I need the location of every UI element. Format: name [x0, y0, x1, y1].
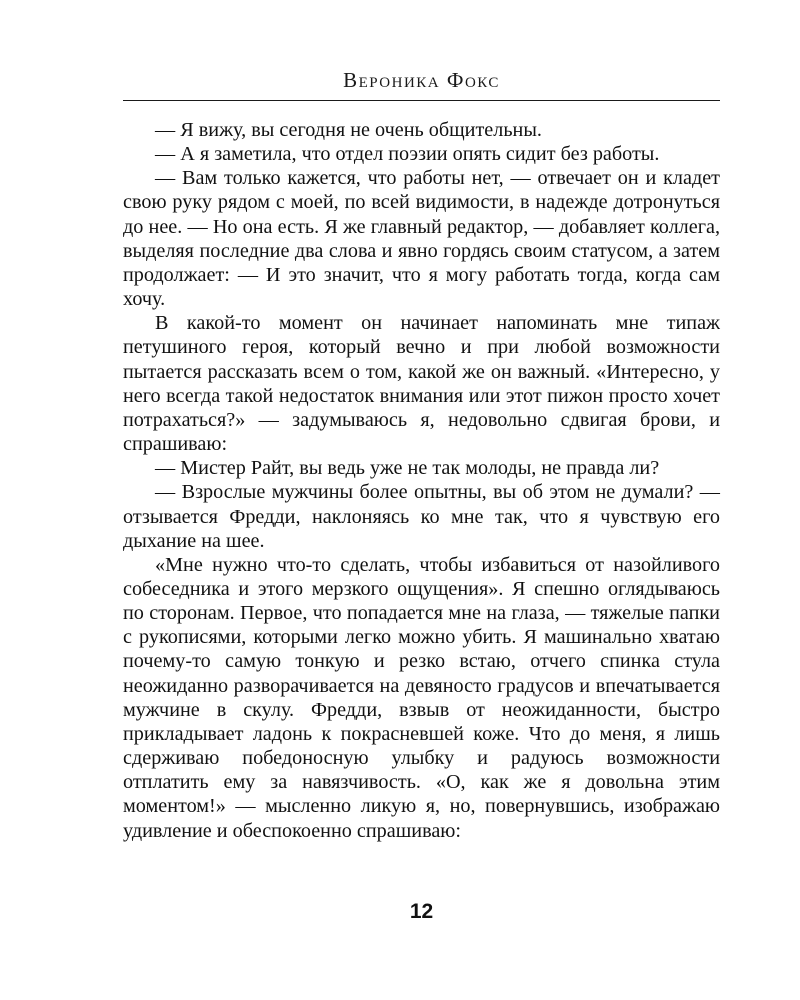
paragraph: — Взрослые мужчины более опытны, вы об этом не думали? — отзывается Фредди, наклоняясь ко мне так, что я чувствую его дыхание на шее.	[123, 481, 720, 552]
paragraph: — Вам только кажется, что работы нет, — отвечает он и кладет свою руку рядом с моей, по всей видимости, в надежде дотронуться до нее. — Но она есть. Я же главный редактор, — добавляет коллега, выделяя последние два слова и явно гордясь своим статусом, а затем продолжает: — И это значит, что я могу работать тогда, когда сам хочу.	[123, 167, 720, 311]
header-divider	[123, 100, 720, 101]
paragraph: «Мне нужно что-то сделать, чтобы избавиться от назойливого собеседника и этого мерзкого ощущения». Я спешно оглядываюсь по сторонам. Первое, что попадается мне на глаза, — тяжелые папки с рукописями, которыми легко можно убить. Я машинально хватаю почему-то самую тонкую и резко встаю, отчего спинка стула неожиданно разворачивается на девяносто градусов и впечатывается мужчине в скулу. Фредди, взвыв от неожиданности, быстро прикладывает ладонь к покрасневшей коже. Что до меня, я лишь сдерживаю победоносную улыбку и радуюсь возможности отплатить ему за навязчивость. «О, как же я довольна этим моментом!» — мысленно ликую я, но, повернувшись, изображаю удивление и обеспокоенно спрашиваю:	[123, 553, 720, 842]
running-header-author: Вероника Фокс	[343, 68, 500, 92]
paragraph: — Мистер Райт, вы ведь уже не так молоды, не правда ли?	[155, 457, 660, 480]
paragraph: В какой-то момент он начинает напоминать мне типаж петушиного героя, который вечно и при любой возможности пытается рассказать всем о том, какой же он важный. «Интересно, у него всегда такой недостаток внимания или этот пижон просто хочет потрахаться?» — задумываюсь я, недовольно сдвигая брови, и спрашиваю:	[123, 312, 720, 456]
body-text	[123, 118, 720, 843]
page-number: 12	[409, 900, 434, 923]
paragraph: — Я вижу, вы сегодня не очень общительны.	[155, 119, 542, 141]
paragraph: — А я заметила, что отдел поэзии опять сидит без работы.	[155, 143, 660, 166]
